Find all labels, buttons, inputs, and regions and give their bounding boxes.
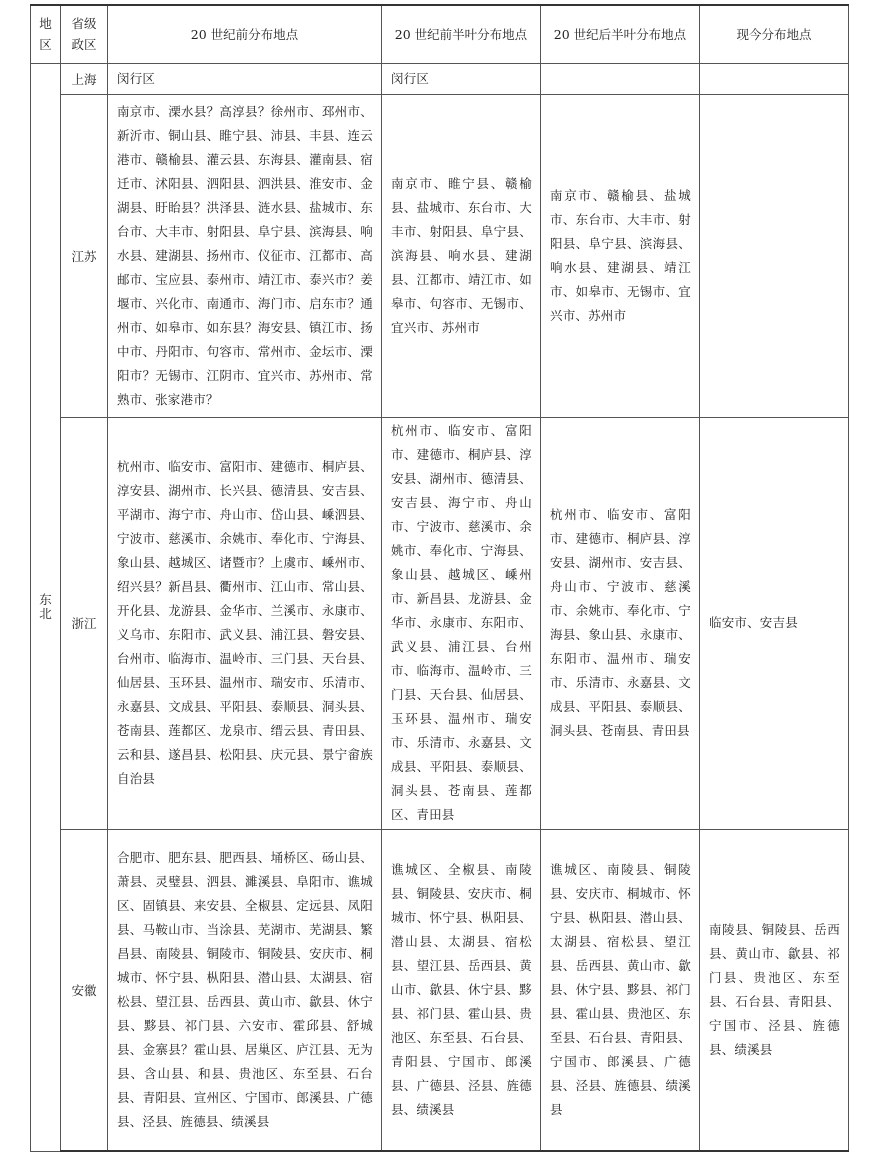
- second-half-cell: 杭州市、临安市、富阳市、建德市、桐庐县、淳安县、湖州市、安吉县、舟山市、宁波市、慈溪市、余姚市、奉化市、宁海县、象山县、永康市、东阳市、温州市、瑞安市、乐清市、永嘉县、文成县、平阳县、泰顺县、洞头县、苍南县、青田县: [541, 417, 700, 829]
- header-region: 地区: [31, 5, 61, 63]
- before-20th-cell: 南京市、溧水县？高淳县？徐州市、邳州市、新沂市、铜山县、睢宁县、沛县、丰县、连云港市、赣榆县、灌云县、东海县、灌南县、宿迁市、沭阳县、泗阳县、泗洪县、淮安市、金湖县、盱眙县？洪泽县、涟水县、盐城市、东台市、大丰市、射阳县、阜宁县、滨海县、响水县、建湖县、扬州市、仪征市、江都市、高邮市、宝应县、泰州市、靖江市、泰兴市？姜堰市、兴化市、南通市、海门市、启东市？通州市、如皋市、如东县？海安县、镇江市、扬中市、丹阳市、句容市、常州市、金坛市、溧阳市？无锡市、江阴市、宜兴市、苏州市、常熟市、张家港市？: [108, 94, 382, 417]
- distribution-table: [30, 4, 849, 1152]
- header-row: [31, 5, 849, 63]
- table-row: [31, 63, 849, 94]
- current-cell: [700, 94, 849, 417]
- first-half-cell: 杭州市、临安市、富阳市、建德市、桐庐县、淳安县、湖州市、德清县、安吉县、海宁市、舟山市、宁波市、慈溪市、余姚市、奉化市、宁海县、象山县、越城区、嵊州市、新昌县、龙游县、金华市、永康市、东阳市、武义县、浦江县、台州市、临海市、温岭市、三门县、天台县、仙居县、玉环县、温州市、瑞安市、乐清市、永嘉县、文成县、平阳县、泰顺县、洞头县、苍南县、莲都区、青田县: [382, 417, 541, 829]
- first-half-cell: 南京市、睢宁县、赣榆县、盐城市、东台市、大丰市、射阳县、阜宁县、滨海县、响水县、建湖县、江都市、靖江市、如皋市、句容市、无锡市、宜兴市、苏州市: [382, 94, 541, 417]
- province-cell: 江苏: [61, 94, 108, 417]
- second-half-cell: 南京市、赣榆县、盐城市、东台市、大丰市、射阳县、阜宁县、滨海县、响水县、建湖县、靖江市、如皋市、无锡市、宜兴市、苏州市: [541, 94, 700, 417]
- header-first-half-20th: 20 世纪前半叶分布地点: [382, 5, 541, 63]
- header-before-20th: 20 世纪前分布地点: [108, 5, 382, 63]
- before-20th-cell: 杭州市、临安市、富阳市、建德市、桐庐县、淳安县、湖州市、长兴县、德清县、安吉县、平湖市、海宁市、舟山市、岱山县、嵊泗县、宁波市、慈溪市、余姚市、奉化市、宁海县、象山县、越城区、诸暨市？上虞市、嵊州市、绍兴县？新昌县、衢州市、江山市、常山县、开化县、龙游县、金华市、兰溪市、永康市、义乌市、东阳市、武义县、浦江县、磐安县、台州市、临海市、温岭市、三门县、天台县、仙居县、玉环县、温州市、瑞安市、乐清市、永嘉县、文成县、平阳县、泰顺县、洞头县、苍南县、莲都区、龙泉市、缙云县、青田县、云和县、遂昌县、松阳县、庆元县、景宁畲族自治县: [108, 417, 382, 829]
- current-cell: [700, 63, 849, 94]
- current-cell: 南陵县、铜陵县、岳西县、黄山市、歙县、祁门县、贵池区、东至县、石台县、青阳县、宁国市、泾县、旌德县、绩溪县: [700, 829, 849, 1151]
- before-20th-cell: 合肥市、肥东县、肥西县、埇桥区、砀山县、萧县、灵璧县、泗县、濉溪县、阜阳市、谯城区、固镇县、来安县、全椒县、定远县、凤阳县、马鞍山市、当涂县、芜湖市、芜湖县、繁昌县、南陵县、铜陵市、铜陵县、安庆市、桐城市、怀宁县、枞阳县、潜山县、太湖县、宿松县、望江县、岳西县、黄山市、歙县、休宁县、黟县、祁门县、六安市、霍邱县、舒城县、金寨县？霍山县、居巢区、庐江县、无为县、含山县、和县、贵池区、东至县、石台县、青阳县、宣州区、宁国市、郎溪县、广德县、泾县、旌德县、绩溪县: [108, 829, 382, 1151]
- header-second-half-20th: 20 世纪后半叶分布地点: [541, 5, 700, 63]
- header-province: 省级政区: [61, 5, 108, 63]
- province-cell: 安徽: [61, 829, 108, 1151]
- table-row: [31, 829, 849, 1151]
- province-cell: 上海: [61, 63, 108, 94]
- before-20th-cell: 闵行区: [108, 63, 382, 94]
- header-current: 现今分布地点: [700, 5, 849, 63]
- table-row: [31, 94, 849, 417]
- second-half-cell: 谯城区、南陵县、铜陵县、安庆市、桐城市、怀宁县、枞阳县、潜山县、太湖县、宿松县、望江县、岳西县、黄山市、歙县、休宁县、黟县、祁门县、霍山县、贵池区、东至县、石台县、青阳县、宁国市、郎溪县、广德县、泾县、旌德县、绩溪县: [541, 829, 700, 1151]
- province-cell: 浙江: [61, 417, 108, 829]
- region-cell: [31, 63, 61, 1151]
- table-row: [31, 417, 849, 829]
- current-cell: 临安市、安吉县: [700, 417, 849, 829]
- second-half-cell: [541, 63, 700, 94]
- first-half-cell: 谯城区、全椒县、南陵县、铜陵县、安庆市、桐城市、怀宁县、枞阳县、潜山县、太湖县、宿松县、望江县、岳西县、黄山市、歙县、休宁县、黟县、祁门县、霍山县、贵池区、东至县、石台县、青阳县、宁国市、郎溪县、广德县、泾县、旌德县、绩溪县: [382, 829, 541, 1151]
- region-name: 东北: [39, 592, 52, 621]
- first-half-cell: 闵行区: [382, 63, 541, 94]
